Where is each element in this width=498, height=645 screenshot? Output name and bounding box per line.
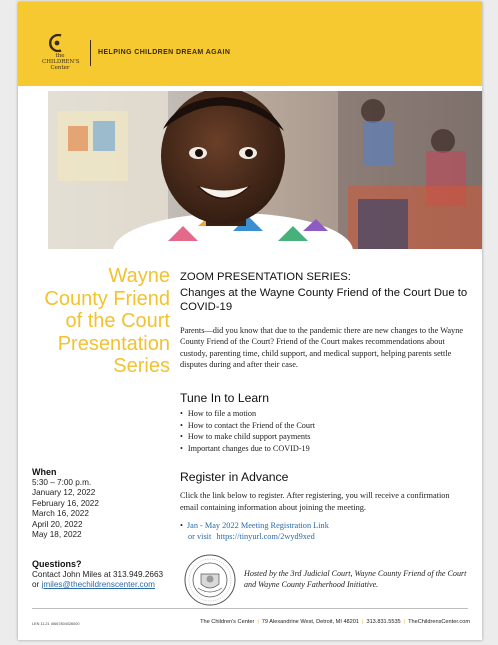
list-item: • How to contact the Friend of the Court: [180, 420, 315, 432]
register-heading: Register in Advance: [180, 470, 289, 484]
logo-line-2: CHILDREN'S: [42, 59, 80, 65]
time-range: 5:30 – 7:00 p.m.: [32, 477, 92, 487]
hosted-by-text: Hosted by the 3rd Judicial Court, Wayne County Friend of the Court and Wayne County Fatherhood Initiative.: [244, 569, 467, 590]
logo-line-3: Center: [50, 65, 70, 71]
intro-paragraph: Parents—did you know that due to the pandemic there are new changes to the Wayne County Friend of the Court? Friend of the Court makes recommendations about custody, parenting time, child support, and medical support, helping parents settle disputes during and after their case.: [180, 326, 464, 370]
header-band: [18, 2, 482, 86]
footer-address: 79 Alexandrine West, Detroit, MI 48201: [261, 619, 359, 625]
footer-contact-line: [138, 619, 470, 625]
learn-heading: Tune In to Learn: [180, 391, 269, 405]
register-alt-url[interactable]: https://tinyurl.com/2wyd9xed: [216, 532, 315, 541]
date-item: May 18, 2022: [32, 530, 82, 539]
footer-phone: 313.831.5535: [366, 619, 401, 625]
logo-text: [42, 53, 78, 71]
registration-alt-row: [180, 531, 315, 542]
footer-separator: |: [362, 619, 364, 625]
registration-link[interactable]: Jan - May 2022 Meeting Registration Link: [186, 521, 329, 530]
childrens-center-logo: [42, 34, 86, 80]
header-divider: [90, 40, 91, 66]
hero-photo: [48, 91, 482, 249]
when-block: [32, 467, 99, 541]
email-row: [32, 580, 163, 591]
email-prefix: or: [32, 580, 40, 589]
series-title-line-4: Presentation: [57, 332, 170, 355]
email-link[interactable]: jmiles@thechildrenscenter.com: [41, 580, 155, 589]
child-photo-illustration: [48, 91, 482, 249]
footer-org: The Children's Center: [200, 619, 255, 625]
date-item: January 12, 2022: [32, 488, 96, 497]
footer-code: LEN 11.21 •5667804026000: [32, 622, 80, 626]
footer-separator: |: [403, 619, 406, 625]
questions-block: [32, 559, 163, 591]
series-title-line-5: Series: [113, 355, 170, 378]
list-item: • How to make child support payments: [180, 431, 315, 443]
date-item: March 16, 2022: [32, 509, 89, 518]
register-alt-prefix: or visit: [188, 532, 212, 541]
registration-link-row: [180, 520, 329, 531]
register-text: Click the link below to register. After registering, you will receive a confirmation email containing information about joining the meeting.: [180, 491, 450, 512]
date-item: April 20, 2022: [32, 519, 83, 529]
zoom-series-subheading: Changes at the Wayne County Friend of the Court Due to COVID-19: [180, 287, 468, 313]
footer-divider: [32, 608, 468, 609]
zoom-series-heading: ZOOM PRESENTATION SERIES:: [180, 271, 351, 283]
series-title-line-3: of the Court: [65, 310, 170, 333]
questions-label: Questions?: [32, 559, 82, 569]
list-item: • Important changes due to COVID-19: [180, 443, 315, 455]
series-title: [32, 265, 170, 378]
logo-line-1: the: [55, 53, 65, 59]
series-title-line-2: County Friend: [44, 287, 170, 310]
tagline: HELPING CHILDREN DREAM AGAIN: [98, 49, 231, 56]
date-item: February 16, 2022: [32, 498, 99, 508]
logo-mark-icon: [46, 34, 68, 52]
footer-separator: |: [257, 619, 259, 625]
court-seal-icon: [184, 554, 236, 606]
bullet-icon: •: [180, 521, 183, 530]
series-title-line-1: Wayne: [108, 265, 170, 287]
flyer-page: [18, 2, 482, 640]
contact-text: Contact John Miles at 313.949.2663: [32, 569, 164, 579]
topics-list: [180, 408, 315, 454]
list-item: • How to file a motion: [180, 408, 315, 420]
when-label: When: [32, 467, 57, 477]
footer-website[interactable]: TheChildrensCenter.com: [408, 619, 470, 625]
